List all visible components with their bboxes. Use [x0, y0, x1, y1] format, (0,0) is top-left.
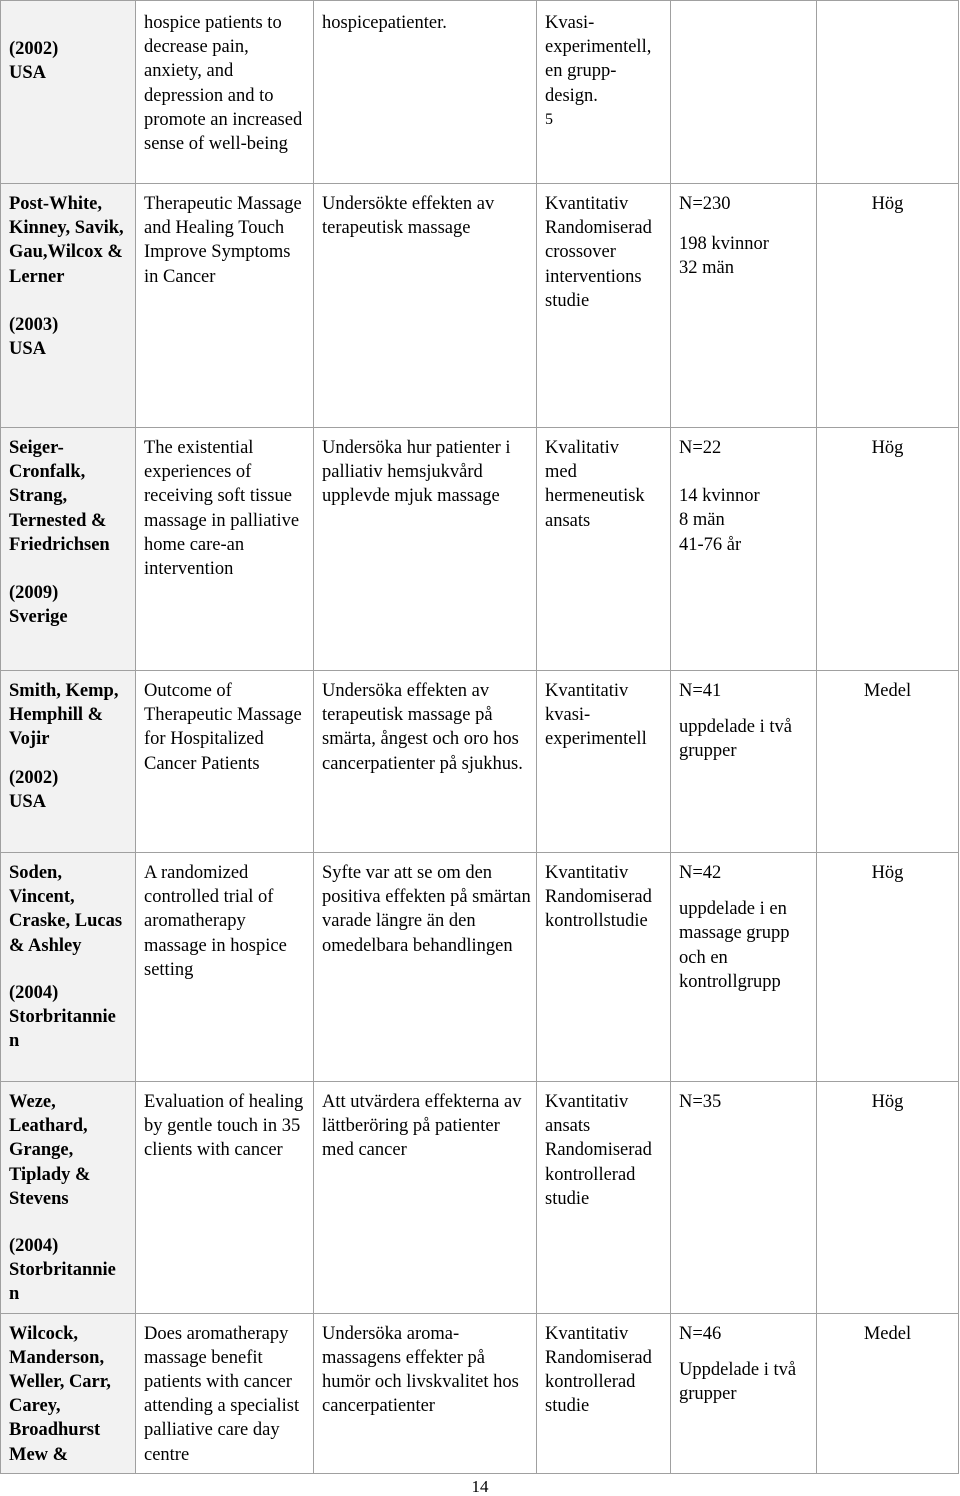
quality-cell	[817, 1, 959, 184]
design-line: interventions	[545, 266, 642, 287]
design-line: crossover	[545, 242, 616, 263]
sample-cell	[671, 853, 817, 1082]
sample-size: N=41	[679, 681, 722, 701]
title-cell	[136, 1313, 314, 1473]
sample-cell	[671, 671, 817, 853]
sample-spacer	[679, 1346, 812, 1358]
study-title: Therapeutic Massage and Healing Touch Improve Symptoms in Cancer	[144, 194, 302, 287]
design-cell	[537, 428, 671, 671]
aim-cell	[314, 1313, 537, 1473]
study-year: (2004)	[9, 1236, 59, 1257]
quality-cell	[817, 428, 959, 671]
design-line: Kvantitativ	[545, 1323, 629, 1344]
study-aim: Undersöka hur patienter i palliativ hemsjukvård upplevde mjuk massage	[322, 438, 511, 507]
study-title: A randomized controlled trial of aromatherapy massage in hospice setting	[144, 863, 287, 980]
design-line: experimentell,	[545, 37, 652, 58]
sample-spacer	[679, 703, 812, 715]
title-cell	[136, 1, 314, 184]
aim-cell	[314, 853, 537, 1082]
sample-size: N=230	[679, 194, 731, 214]
study-country: n	[9, 1284, 20, 1305]
sample-detail: 41-76 år	[679, 534, 742, 555]
study-year: (2009)	[9, 583, 59, 604]
study-title: hospice patients to decrease pain, anxiety, and depression and to promote an increased sense of well-being	[144, 13, 303, 155]
author-cell	[1, 671, 136, 853]
study-country: n	[9, 1031, 20, 1052]
design-line: hermeneutisk	[545, 486, 645, 507]
study-title: The existential experiences of receiving soft tissue massage in palliative home care-an intervention	[144, 438, 300, 580]
table-row	[1, 184, 959, 428]
design-line: Kvantitativ	[545, 863, 629, 883]
design-line: Kvalitativ	[545, 438, 619, 458]
quality-cell	[817, 1313, 959, 1473]
study-title: Outcome of Therapeutic Massage for Hospitalized Cancer Patients	[144, 681, 302, 774]
sample-detail: 32 män	[679, 258, 734, 279]
study-year: (2004)	[9, 982, 59, 1003]
design-line: Kvantitativ	[545, 194, 629, 214]
author-cell	[1, 1082, 136, 1314]
study-authors: Wilcock, Manderson, Weller, Carr, Carey, Broadhurst Mew &	[9, 1323, 111, 1465]
sample-size: N=42	[679, 863, 722, 883]
design-line: design.	[545, 85, 598, 106]
quality-rating: Hög	[871, 863, 904, 883]
study-authors: Smith, Kemp, Hemphill & Vojir	[9, 681, 119, 750]
design-extra: 5	[545, 110, 553, 128]
sample-cell	[671, 428, 817, 671]
quality-cell	[817, 853, 959, 1082]
study-country: Storbritannie	[9, 1007, 116, 1028]
table-row	[1, 671, 959, 853]
design-cell	[537, 1082, 671, 1314]
study-country: Sverige	[9, 607, 68, 628]
design-cell	[537, 184, 671, 428]
quality-rating: Hög	[871, 1092, 904, 1112]
sample-spacer	[679, 216, 812, 232]
study-authors: Seiger-Cronfalk, Strang, Ternested & Friedrichsen	[9, 438, 110, 555]
sample-size: N=35	[679, 1092, 722, 1112]
study-year: (2003)	[9, 314, 59, 335]
title-cell	[136, 184, 314, 428]
design-line: med	[545, 462, 577, 483]
design-line: experimentell	[545, 729, 647, 750]
author-cell	[1, 184, 136, 428]
aim-cell	[314, 428, 537, 671]
title-cell	[136, 1082, 314, 1314]
sample-spacer	[679, 460, 812, 484]
study-authors: Weze, Leathard, Grange, Tiplady & Stevens	[9, 1092, 91, 1209]
design-line: Randomiserad	[545, 1347, 652, 1368]
quality-rating: Hög	[871, 194, 904, 214]
study-country: USA	[9, 791, 47, 812]
design-line: Kvasi-	[545, 13, 595, 33]
title-cell	[136, 853, 314, 1082]
design-line: Randomiserad	[545, 887, 652, 908]
author-cell	[1, 1313, 136, 1473]
table-row	[1, 853, 959, 1082]
sample-cell	[671, 1313, 817, 1473]
table-row	[1, 1313, 959, 1473]
author-cell	[1, 853, 136, 1082]
quality-cell	[817, 671, 959, 853]
aim-cell	[314, 671, 537, 853]
design-cell	[537, 1313, 671, 1473]
study-country: Storbritannie	[9, 1260, 116, 1281]
page-number: 14	[471, 1477, 489, 1496]
study-country: USA	[9, 339, 47, 360]
table-row	[1, 1, 959, 184]
design-line: Kvantitativ	[545, 681, 629, 701]
study-aim: Undersöka effekten av terapeutisk massage på smärta, ångest och oro hos cancerpatienter på sjukhus.	[322, 681, 523, 774]
design-line: Randomiserad	[545, 1140, 652, 1161]
study-authors: Soden, Vincent, Craske, Lucas & Ashley	[9, 863, 123, 956]
design-line: Randomiserad	[545, 218, 652, 239]
design-line: studie	[545, 1396, 590, 1417]
title-cell	[136, 428, 314, 671]
sample-detail: 8 män	[679, 510, 725, 531]
study-year: (2002)	[9, 39, 59, 59]
study-year: (2002)	[9, 767, 59, 788]
study-aim: Undersöka aroma-massagens effekter på humör och livskvalitet hos cancerpatienter	[322, 1323, 519, 1417]
sample-detail: 198 kvinnor	[679, 234, 769, 255]
study-authors: Post-White, Kinney, Savik, Gau,Wilcox & Lerner	[9, 194, 124, 287]
sample-detail: uppdelade i två grupper	[679, 717, 793, 762]
study-country: USA	[9, 63, 47, 84]
aim-cell	[314, 184, 537, 428]
sample-spacer	[679, 885, 812, 897]
design-line: en grupp-	[545, 61, 617, 82]
study-aim: Syfte var att se om den positiva effekten på smärtan varade längre än den omedelbara behandlingen	[322, 863, 531, 956]
aim-cell	[314, 1082, 537, 1314]
design-line: ansats	[545, 510, 591, 531]
study-title: Evaluation of healing by gentle touch in 35 clients with cancer	[144, 1092, 304, 1161]
study-aim: Att utvärdera effekterna av lättberöring på patienter med cancer	[322, 1092, 522, 1161]
quality-rating: Hög	[871, 438, 904, 458]
title-cell	[136, 671, 314, 853]
sample-detail: uppdelade i en massage grupp och en kontrollgrupp	[679, 899, 790, 992]
design-line: studie	[545, 1188, 590, 1209]
sample-cell	[671, 1, 817, 184]
quality-rating: Medel	[863, 681, 912, 701]
study-aim: Undersökte effekten av terapeutisk massage	[322, 194, 495, 239]
design-cell	[537, 853, 671, 1082]
aim-cell	[314, 1, 537, 184]
design-line: studie	[545, 290, 590, 311]
table-row	[1, 1082, 959, 1314]
design-line: kvasi-	[545, 705, 591, 726]
design-line: Kvantitativ	[545, 1092, 629, 1112]
sample-size: N=46	[679, 1323, 722, 1344]
design-line: kontrollerad	[545, 1164, 636, 1185]
sample-cell	[671, 1082, 817, 1314]
table-row	[1, 428, 959, 671]
study-title: Does aromatherapy massage benefit patients with cancer attending a specialist palliative care day centre	[144, 1323, 300, 1465]
author-cell	[1, 1, 136, 184]
quality-cell	[817, 1082, 959, 1314]
design-cell	[537, 671, 671, 853]
design-line: ansats	[545, 1116, 591, 1137]
design-line: kontrollstudie	[545, 911, 648, 932]
sample-size: N=22	[679, 438, 722, 458]
sample-detail: 14 kvinnor	[679, 486, 760, 507]
quality-rating: Medel	[863, 1323, 912, 1344]
design-cell	[537, 1, 671, 184]
design-line: kontrollerad	[545, 1372, 636, 1393]
sample-cell	[671, 184, 817, 428]
quality-cell	[817, 184, 959, 428]
author-cell	[1, 428, 136, 671]
sample-detail: Uppdelade i två grupper	[679, 1359, 797, 1405]
study-aim: hospicepatienter.	[322, 13, 447, 33]
